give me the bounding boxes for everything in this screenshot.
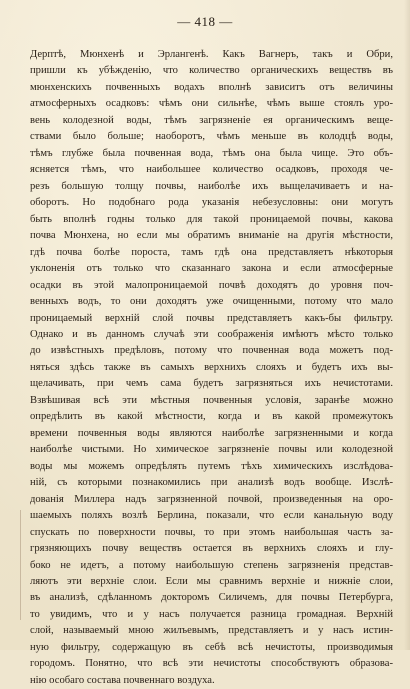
text-line: гдѣ почва болѣе пороста, тамъ гдѣ она представляетъ нѣкоторыя xyxy=(30,246,393,258)
text-line: до извѣстныхъ предѣловъ, потому что почвенная вода можетъ под- xyxy=(30,345,393,357)
text-line: пришли къ убѣжденію, что количество органическихъ веществъ въ xyxy=(30,65,393,77)
text-line: Дерптѣ, Мюнхенѣ и Эрлангенѣ. Какъ Вагнеръ, такъ и Обри, xyxy=(30,49,393,60)
text-line: осадки въ этой малопроницаемой почвѣ доходятъ до уровня поч- xyxy=(30,279,393,291)
text-line: проницаемый верхній слой почвы представляетъ какъ-бы фильтру. xyxy=(30,312,393,324)
body-text xyxy=(30,47,393,689)
text-line: ную фильтру, содержащую въ себѣ всѣ нечистоты, производимыя xyxy=(30,641,393,653)
text-line: времени почвенныя воды являются наиболѣе загрязненными и когда xyxy=(30,427,393,439)
text-line: спускать по поверхности почвы, то при этомъ наибольшая часть за- xyxy=(30,526,393,538)
text-line: вень колодезной воды, тѣмъ загрязненіе ея органическимъ веще- xyxy=(30,114,393,126)
text-line: Однако и въ данномъ случаѣ эти соображенія имѣютъ мѣсто только xyxy=(30,328,393,340)
text-line: боко не идетъ, а потому наибольшую степень загрязненія представ- xyxy=(30,559,393,571)
text-line: ляютъ эти верхніе слои. Если мы сравнимъ верхніе и нижніе слои, xyxy=(30,576,393,587)
text-line: тѣмъ глубже была почвенная вода, тѣмъ она была чище. Это объ- xyxy=(30,147,393,159)
text-line: быть вполнѣ годны только для такой проницаемой почвы, какова xyxy=(30,213,393,225)
text-line: то увидимъ, что и у насъ получается разница громадная. Верхній xyxy=(30,608,393,620)
text-line: наиболѣе чистыми. Но химическое загрязненіе почвы или колодезной xyxy=(30,444,393,456)
text-line: воды мы можемъ опредѣлять путемъ тѣхъ химическихъ изслѣдова- xyxy=(30,460,393,472)
text-line: оборотъ. Но подобнаго рода указанія небезусловны: они могутъ xyxy=(30,197,393,209)
text-line: Взвѣшивая всѣ эти мѣстныя почвенныя условія, заранѣе можно xyxy=(30,394,393,406)
text-line: въ анализѣ, сдѣланномъ докторомъ Силичемъ, для почвы Петербурга, xyxy=(30,592,393,604)
text-line: опредѣлить въ какой мѣстности, когда и въ какой промежутокъ xyxy=(30,411,393,423)
text-line: нію особаго состава почвеннаго воздуха. xyxy=(30,674,215,686)
text-line: ствами было больше; наоборотъ, чѣмъ меньше въ колодцѣ воды, xyxy=(30,131,393,143)
text-line: почва Мюнхена, но если мы обратимъ вниманіе на другія мѣстности, xyxy=(30,230,393,242)
text-line: мюнхенскихъ почвенныхъ водахъ вполнѣ зависитъ отъ величины xyxy=(30,81,393,93)
text-line: грязняющихъ почву веществъ остается въ верхнихъ слояхъ и глу- xyxy=(30,543,393,555)
text-line: атмосферныхъ осадковъ: чѣмъ они сильнѣе, чѣмъ выше стоялъ уро- xyxy=(30,98,393,110)
text-line: резъ большую толщу почвы, наиболѣе ихъ выщелачиваетъ и на- xyxy=(30,180,393,192)
text-line: городомъ. Понятно, что всѣ эти нечистоты способствуютъ образова- xyxy=(30,658,393,670)
margin-pencil-mark xyxy=(20,510,21,620)
text-line: няться здѣсь также въ самыхъ верхнихъ слояхъ и будетъ ихъ вы- xyxy=(30,361,393,373)
text-line: шаемыхъ поляхъ возлѣ Берлина, показали, что если канальную воду xyxy=(30,510,393,522)
text-line: ній, съ которыми познакомились при анализѣ водъ вообще. Изслѣ- xyxy=(30,477,393,489)
text-line: ясняется тѣмъ, что наибольшее количество осадковъ, проходя че- xyxy=(30,164,393,176)
text-line: уклоненія отъ только что сказаннаго закона и если атмосферные xyxy=(30,263,393,275)
text-line: слой, называемый мною жилъевымъ, представляетъ и у насъ истин- xyxy=(30,625,393,637)
text-line: венныхъ водъ, то они доходятъ уже очищенными, потому что мало xyxy=(30,296,393,308)
page-edge-shadow xyxy=(404,0,410,650)
text-line: дованія Миллера надъ загрязненной почвой, произведенныя на оро- xyxy=(30,493,393,505)
page-number: — 418 — xyxy=(177,14,233,29)
text-line: щелачивать, при чемъ сама будетъ загрязняться ихъ нечистотами. xyxy=(30,378,393,390)
